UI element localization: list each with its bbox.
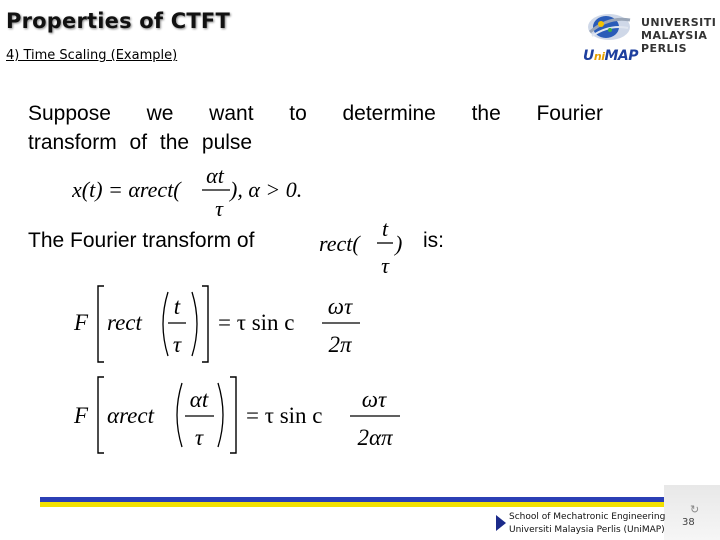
intro-paragraph <box>28 99 603 157</box>
ft-statement-end: is: <box>423 229 444 252</box>
eq3-left-paren <box>177 383 182 447</box>
eq3-denominator: τ <box>194 425 204 450</box>
footer-arrow-icon <box>496 515 506 531</box>
slide-title: Properties of CTFT <box>6 9 230 33</box>
inline-numerator: t <box>381 216 389 241</box>
university-name: UNIVERSITI MALAYSIA PERLIS <box>641 16 717 55</box>
page-curl-icon: ↻ <box>690 504 700 516</box>
intro-line-1: Suppose we want to determine the Fourier <box>28 102 603 125</box>
page-number: 38 <box>682 517 695 528</box>
eq1-lhs: x(t) = αrect( <box>72 177 181 202</box>
eq2-right-paren <box>192 292 197 356</box>
inline-denominator: τ <box>381 253 389 278</box>
eq2-F: F <box>74 310 89 335</box>
eq2-right-bracket <box>202 286 208 362</box>
pulse-equation <box>72 158 342 222</box>
inline-rect-pre: rect( <box>319 231 360 256</box>
eq2-rhs-numerator: ωτ <box>327 294 353 319</box>
eq3-rect: αrect <box>107 403 154 428</box>
eq3-rhs-numerator: ωτ <box>361 387 387 412</box>
ft-statement: The Fourier transform of <box>28 229 255 252</box>
eq3-right-bracket <box>230 377 236 453</box>
ft-rect-equation <box>72 282 382 366</box>
footer-line-1: School of Mechatronic Engineering <box>509 512 666 522</box>
eq2-denominator: τ <box>172 332 182 357</box>
eq2-left-bracket <box>98 286 104 362</box>
eq3-sinc: = τ sin c <box>246 403 323 428</box>
eq3-F: F <box>74 403 89 428</box>
inline-rect-expression <box>315 212 410 278</box>
globe-logo-icon <box>586 12 632 42</box>
footer-line-2: Universiti Malaysia Perlis (UniMAP) <box>509 525 665 535</box>
inline-rect-post: ) <box>395 231 403 256</box>
eq1-denominator: τ <box>215 196 223 221</box>
eq2-left-paren <box>163 292 168 356</box>
eq3-right-paren <box>218 383 223 447</box>
unimap-wordmark: UniMAP <box>583 48 639 64</box>
footer-school <box>509 511 665 537</box>
eq2-rhs-denominator: 2π <box>328 332 352 357</box>
eq3-numerator: αt <box>189 387 209 412</box>
slide-subtitle: 4) Time Scaling (Example) <box>6 48 178 63</box>
intro-line-2: transform of the pulse <box>28 131 253 154</box>
eq3-left-bracket <box>98 377 104 453</box>
ft-scaled-rect-equation <box>72 373 422 457</box>
eq3-rhs-denominator: 2απ <box>357 425 393 450</box>
eq2-sinc: = τ sin c <box>218 310 295 335</box>
eq1-numerator: αt <box>206 163 224 188</box>
eq2-numerator: t <box>173 294 181 319</box>
eq1-rhs: ), α > 0. <box>230 177 303 202</box>
footer-bar-yellow <box>40 502 664 507</box>
unimap-logo <box>583 8 718 68</box>
eq2-rect: rect <box>107 310 142 335</box>
